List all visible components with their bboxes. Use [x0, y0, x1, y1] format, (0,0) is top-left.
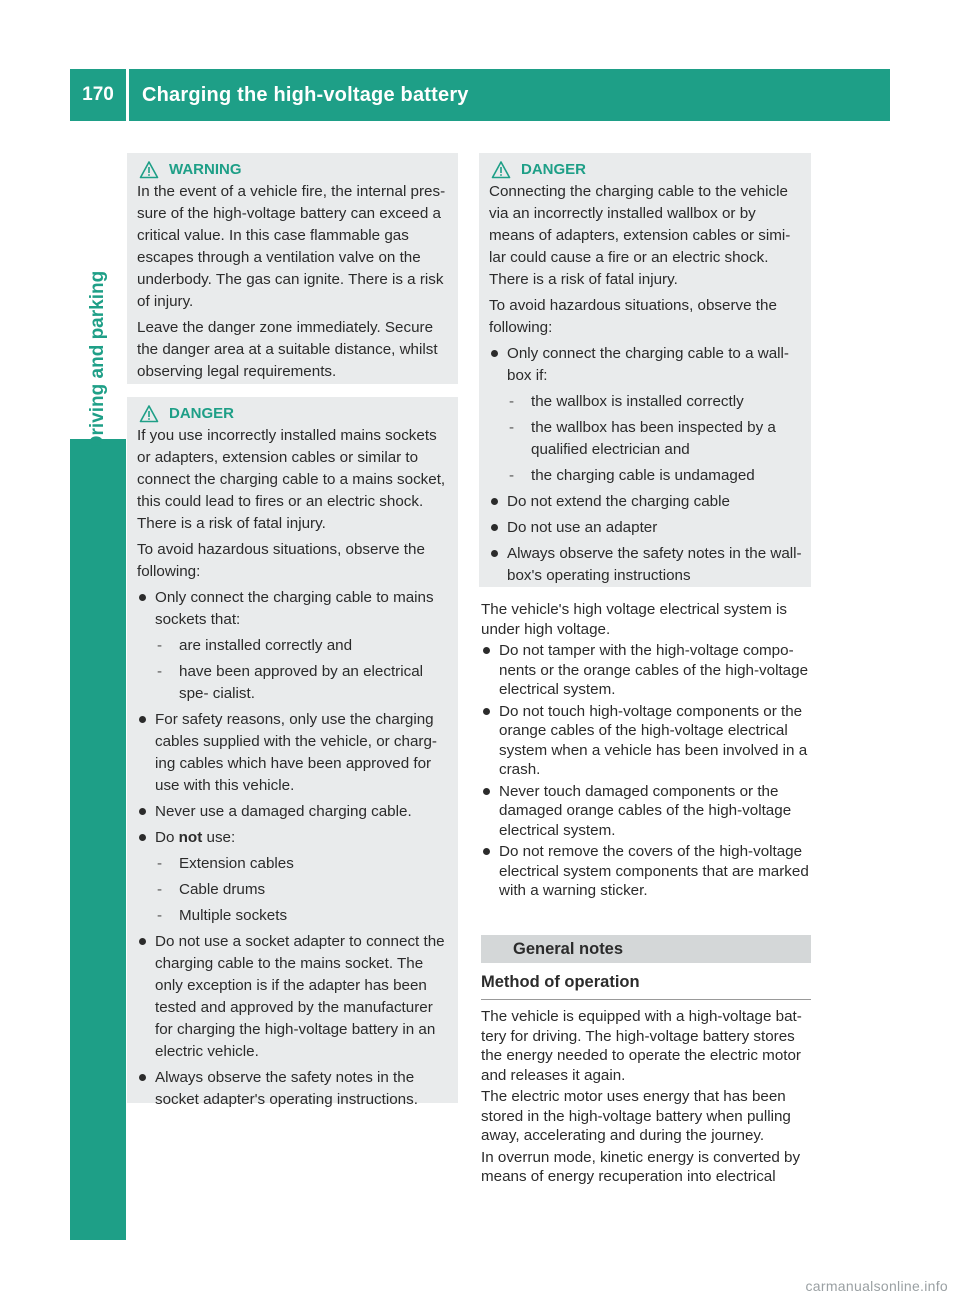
- warning-paragraph: In the event of a vehicle fire, the internal pres- sure of the high-voltage battery can exceed a critical value. In this case flammable gas escapes through a ventilation valve on the underbody. The gas can ignite. There is a risk of injury.: [137, 183, 446, 310]
- list-item: Always observe the safety notes in the wall- box's operating instructions: [489, 543, 803, 587]
- list-item: Always observe the safety notes in the socket adapter's operating instructions.: [137, 1067, 450, 1111]
- danger-box-mains: [127, 397, 458, 1108]
- sub-list-item: - Multiple sockets: [137, 905, 450, 927]
- danger-box-wallbox: [479, 153, 811, 587]
- warning-paragraph: Leave the danger zone immediately. Secure the danger area at a suitable distance, whilst observing legal requirements.: [137, 319, 438, 380]
- warning-heading: [137, 159, 450, 181]
- page-title: Charging the high-voltage battery: [142, 83, 469, 106]
- danger-lead: To avoid hazardous situations, observe the following:: [137, 541, 425, 580]
- list-item: Never touch damaged components or the damaged orange cables of the high-voltage electrical system.: [481, 782, 813, 841]
- list-item-text: use:: [206, 829, 236, 846]
- list-item-text: Do: [155, 829, 175, 846]
- sub-list-item: - Cable drums: [137, 879, 450, 901]
- page-number: 170: [82, 84, 114, 105]
- section-heading: General notes: [481, 935, 811, 963]
- body-paragraph: The electric motor uses energy that has been stored in the high-voltage battery when pulling away, accelerating and during the journey.: [481, 1088, 791, 1144]
- list-item: For safety reasons, only use the charging cables supplied with the vehicle, or charg- ing cables which have been approved for use with this vehicle.: [137, 709, 450, 797]
- danger-lead: To avoid hazardous situations, observe the following:: [489, 297, 777, 336]
- list-item: Do not touch high-voltage components or the orange cables of the high-voltage electrical system when a vehicle has been involved in a crash.: [481, 702, 813, 780]
- sub-list-item: - the charging cable is undamaged: [489, 465, 803, 487]
- sub-list-item: - have been approved by an electrical spe- cialist.: [137, 661, 450, 705]
- list-item: Do not use an adapter: [489, 517, 803, 539]
- list-item: Only connect the charging cable to a wall- box if:: [489, 343, 803, 387]
- high-voltage-section: [481, 600, 813, 903]
- subsection-heading: Method of operation: [481, 973, 811, 1000]
- watermark: carmanualsonline.info: [805, 1278, 948, 1294]
- danger-heading: [137, 403, 450, 425]
- list-item: [137, 827, 450, 849]
- warning-box: [127, 153, 458, 384]
- danger-heading-text: DANGER: [521, 161, 587, 178]
- list-item: Do not tamper with the high-voltage compo- nents or the orange cables of the high-voltage electrical system.: [481, 641, 813, 700]
- danger-intro: If you use incorrectly installed mains sockets or adapters, extension cables or similar to connect the charging cable to a mains socket, this could lead to fires or an electric shock. There is a risk of fatal injury.: [137, 427, 446, 532]
- warning-triangle-icon: [139, 404, 159, 424]
- chapter-label: Driving and parking: [87, 270, 108, 450]
- warning-triangle-icon: [491, 160, 511, 180]
- sub-list-item: - the wallbox has been inspected by a qualified electrician and: [489, 417, 803, 461]
- warning-heading-text: WARNING: [169, 161, 242, 178]
- danger-intro: Connecting the charging cable to the vehicle via an incorrectly installed wallbox or by means of adapters, extension cables or simi- lar could cause a fire or an electric shock. There is a risk of fatal injury.: [489, 183, 791, 288]
- list-item: Do not extend the charging cable: [489, 491, 803, 513]
- list-item: Never use a damaged charging cable.: [137, 801, 450, 823]
- list-item: Do not use a socket adapter to connect the charging cable to the mains socket. The only exception is if the adapter has been tested and approved by the manufacturer for charging the high-voltage battery in an electric vehicle.: [137, 931, 450, 1063]
- body-paragraph: In overrun mode, kinetic energy is converted by means of energy recuperation into electrical: [481, 1148, 801, 1185]
- warning-triangle-icon: [139, 160, 159, 180]
- sub-list-item: - are installed correctly and: [137, 635, 450, 657]
- side-tab-top-gap: [70, 121, 126, 229]
- sub-list-item: - the wallbox is installed correctly: [489, 391, 803, 413]
- danger-heading-text: DANGER: [169, 405, 235, 422]
- method-of-operation-text: [481, 1007, 813, 1189]
- list-item-emphasis: not: [178, 829, 203, 846]
- sub-list-item: - Extension cables: [137, 853, 450, 875]
- body-paragraph: The vehicle's high voltage electrical system is under high voltage.: [481, 601, 787, 638]
- header-divider: [126, 69, 129, 121]
- danger-heading: [489, 159, 803, 181]
- list-item: Do not remove the covers of the high-voltage electrical system components that are marked with a warning sticker.: [481, 842, 813, 901]
- list-item: Only connect the charging cable to mains sockets that:: [137, 587, 450, 631]
- body-paragraph: The vehicle is equipped with a high-voltage bat- tery for driving. The high-voltage battery stores the energy needed to operate the electric motor and releases it again.: [481, 1008, 802, 1084]
